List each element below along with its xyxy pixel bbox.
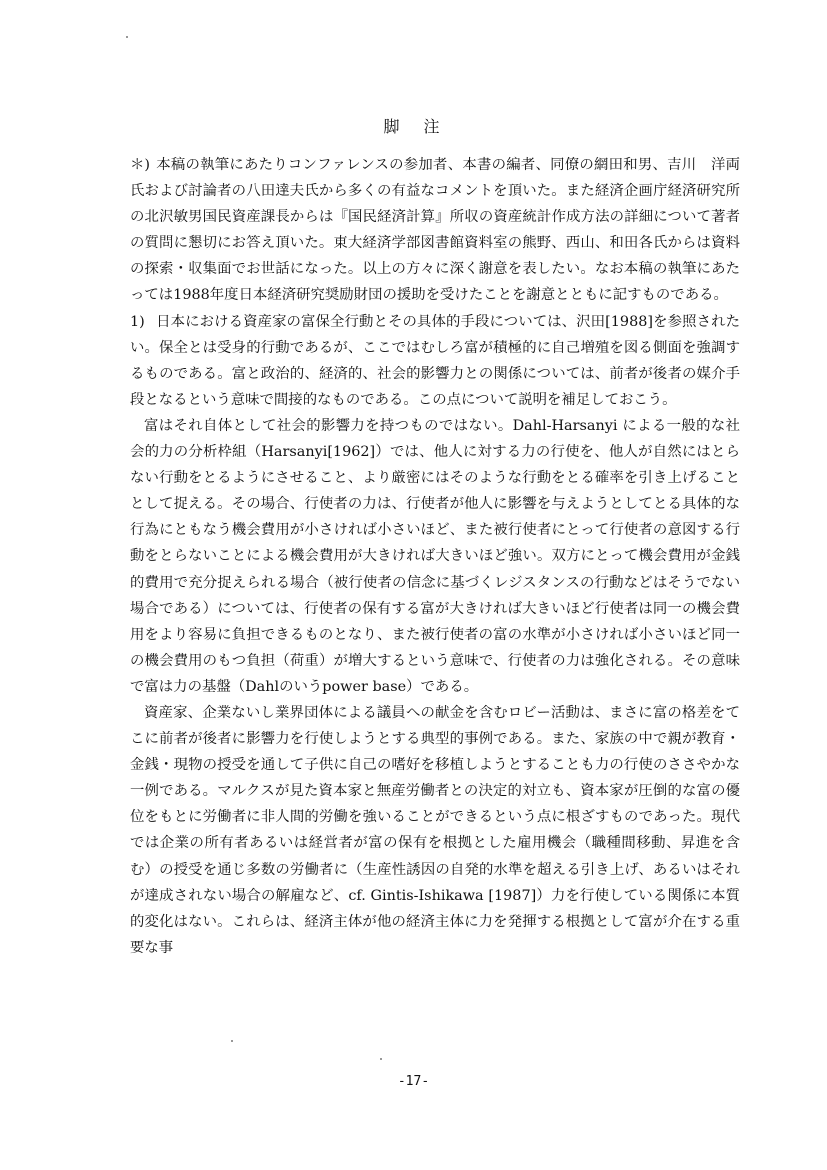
footnote-paragraph: 資産家、企業ないし業界団体による議員への献金を含むロビー活動は、まさに富の格差をてこに前者が後者に影響力を行使しようとする典型的事例である。また、家族の中で親が教育・金銭・現物の授受を通して子供に自己の嗜好を移植しようとすることも力の行使のささやかな一例である。マルクスが見た資本家と無産労働者との決定的対立も、資本家が圧倒的な富の優位をもとに労働者に非人間的労働を強いることができるという点に根ざすものであった。現代では企業の所有者あるいは経営者が富の保有を根拠とした雇用機会（職種間移動、昇進を含む）の授受を通じ多数の労働者に（生産性誘因の自発的水準を超える引き上げ、あるいはそれが達成されない場合の解雇など、cf. Gintis-Ishikawa [1987]）力を行使している関係に本質的変化はない。これらは、経済主体が他の経済主体に力を発揮する根拠として富が介在する重要な事 — [130, 704, 740, 956]
page-heading: 脚 注 — [383, 117, 444, 136]
scan-speck — [126, 36, 128, 38]
scan-speck — [380, 1058, 382, 1060]
footnote-1 — [130, 309, 740, 413]
footnote-text: 本稿の執筆にあたりコンファレンスの参加者、本書の編者、同僚の網田和男、吉川 洋両氏および討論者の八田達夫氏から多くの有益なコメントを頂いた。また経済企画庁経済研究所の北沢敏男国民資産課長からは『国民経済計算』所収の資産統計作成方法の詳細について著者の質問に懇切にお答え頂いた。東大経済学部図書館資料室の熊野、西山、和田各氏からは資料の探索・収集面でお世話になった。以上の方々に深く謝意を表したい。なお本稿の執筆にあたっては1988年度日本経済研究奨励財団の援助を受けたことを謝意とともに記すものである。 — [130, 157, 740, 304]
footnote-text: 日本における資産家の富保全行動とその具体的手段については、沢田[1988]を参照されたい。保全とは受身的行動であるが、ここではむしろ富が積極的に自己増殖を図る側面を強調するものである。富と政治的、経済的、社会的影響力との関係については、前者が後者の媒介手段となるという意味で間接的なものである。この点について説明を補足しておこう。 — [130, 313, 740, 408]
footnote-paragraph: 富はそれ自体として社会的影響力を持つものではない。Dahl-Harsanyi による一般的な社会的力の分析枠組（Harsanyi[1962]）では、他人に対する力の行使を、他人が自然にはとらない行動をとるようにさせること、より厳密にはそのような行動をとる確率を引き上げることとして捉える。その場合、行使者の力は、行使者が他人に影響を与えようとしてとる具体的な行為にともなう機会費用が小さければ小さいほど、また被行使者にとって行使者の意図する行動をとらないことによる機会費用が大きければ大きいほど強い。双方にとって機会費用が金銭的費用で充分捉えられる場合（被行使者の信念に基づくレジスタンスの行動などはそうでない場合である）については、行使者の保有する富が大きければ大きいほど行使者は同一の機会費用をより容易に負担できるものとなり、また被行使者の富の水準が小さければ小さいほど同一の機会費用のもつ負担（荷重）が増大するという意味で、行使者の力は強化される。その意味で富は力の基盤（Dahlのいうpower base）である。 — [130, 417, 740, 695]
page-number: -17- — [397, 1074, 430, 1089]
footnote-mark: 1) — [130, 313, 145, 330]
footnote-acknowledgement — [130, 152, 740, 309]
footnote-mark: ＊) — [130, 157, 151, 173]
footnotes-body — [130, 152, 740, 961]
scan-speck — [231, 1040, 233, 1042]
